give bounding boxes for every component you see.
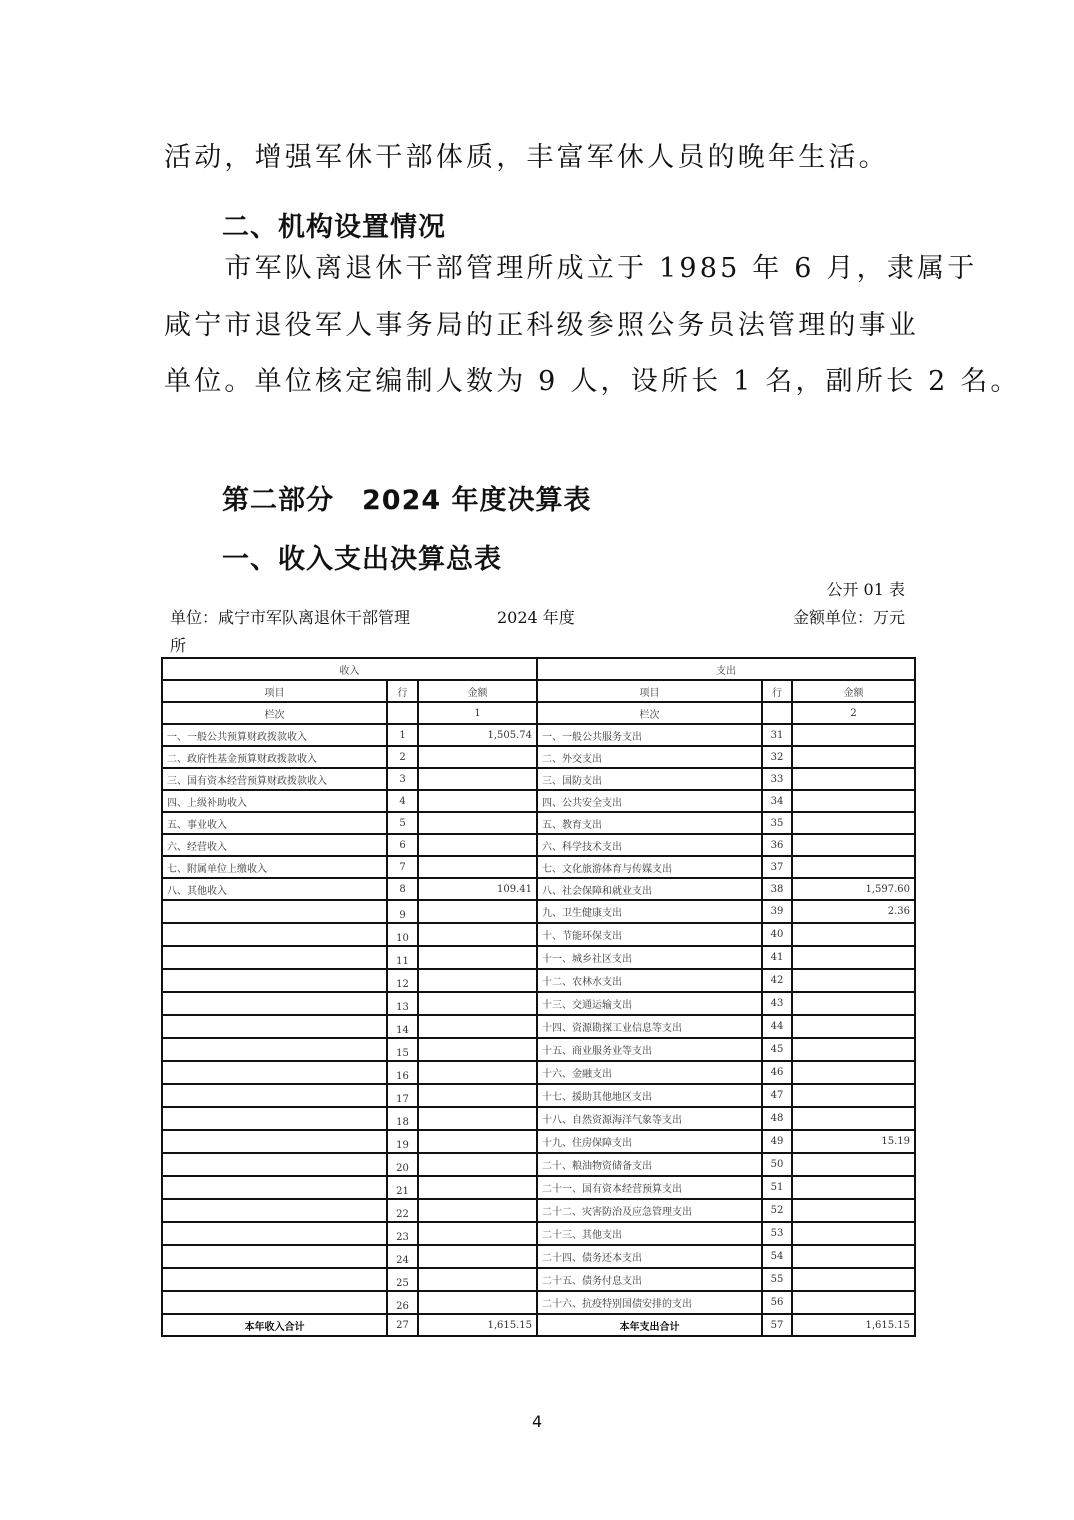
income-row-number: 20 — [387, 1153, 418, 1176]
paragraph-organization-line2: 咸宁市退役军人事务局的正科级参照公务员法管理的事业 — [164, 310, 919, 341]
income-amount: 109.41 — [418, 878, 537, 900]
expense-item: 三、国防支出 — [537, 768, 762, 790]
expense-row-number: 39 — [762, 900, 792, 923]
income-item: 三、国有资本经营预算财政拨款收入 — [162, 768, 387, 790]
expense-row-number: 44 — [762, 1015, 792, 1038]
income-amount — [418, 790, 537, 812]
expense-index-label: 栏次 — [537, 702, 762, 724]
income-amount — [418, 992, 537, 1015]
income-item — [162, 1245, 387, 1268]
income-amount — [418, 1199, 537, 1222]
table-row — [162, 878, 915, 900]
expense-item: 十五、商业服务业等支出 — [537, 1038, 762, 1061]
table-section-header-row — [162, 658, 915, 680]
expense-item: 十八、自然资源海洋气象等支出 — [537, 1107, 762, 1130]
table-row — [162, 746, 915, 768]
income-row-number: 1 — [387, 724, 418, 746]
income-row-number: 10 — [387, 923, 418, 946]
table-row — [162, 1107, 915, 1130]
expense-item-header: 项目 — [537, 680, 762, 702]
expense-item: 十九、住房保障支出 — [537, 1130, 762, 1153]
expense-row-number: 37 — [762, 856, 792, 878]
expense-amount — [792, 724, 915, 746]
table-row — [162, 724, 915, 746]
income-total-label: 本年收入合计 — [162, 1314, 387, 1336]
expense-row-number: 49 — [762, 1130, 792, 1153]
income-amount — [418, 1245, 537, 1268]
section-heading-organization: 二、机构设置情况 — [222, 212, 446, 243]
table-heading: 一、收入支出决算总表 — [222, 544, 502, 575]
paragraph-activities: 活动，增强军休干部体质，丰富军休人员的晚年生活。 — [164, 142, 889, 173]
expense-item: 二十三、其他支出 — [537, 1222, 762, 1245]
table-row — [162, 1222, 915, 1245]
expense-index-value: 2 — [792, 702, 915, 724]
income-amount: 1,505.74 — [418, 724, 537, 746]
income-row-number: 16 — [387, 1061, 418, 1084]
expense-amount — [792, 790, 915, 812]
income-amount — [418, 856, 537, 878]
income-amount — [418, 1153, 537, 1176]
expense-amount — [792, 746, 915, 768]
income-row-number: 12 — [387, 969, 418, 992]
income-item: 八、其他收入 — [162, 878, 387, 900]
income-item: 二、政府性基金预算财政拨款收入 — [162, 746, 387, 768]
expense-index-row — [762, 702, 792, 724]
expense-row-number: 47 — [762, 1084, 792, 1107]
income-total-amount: 1,615.15 — [418, 1314, 537, 1336]
paragraph-organization-line3: 单位。单位核定编制人数为 9 人，设所长 1 名，副所长 2 名。 — [164, 366, 1021, 397]
expense-item: 五、教育支出 — [537, 812, 762, 834]
income-row-number: 19 — [387, 1130, 418, 1153]
table-row — [162, 1130, 915, 1153]
income-amount — [418, 1015, 537, 1038]
income-item — [162, 1061, 387, 1084]
expense-amount — [792, 812, 915, 834]
expense-amount: 15.19 — [792, 1130, 915, 1153]
income-row-number: 24 — [387, 1245, 418, 1268]
income-amount — [418, 1038, 537, 1061]
expense-row-number: 32 — [762, 746, 792, 768]
paragraph-organization-line1: 市军队离退休干部管理所成立于 1985 年 6 月，隶属于 — [164, 253, 978, 284]
income-item — [162, 1038, 387, 1061]
table-row — [162, 1084, 915, 1107]
table-row — [162, 1245, 915, 1268]
income-row-number: 7 — [387, 856, 418, 878]
expense-row-number: 33 — [762, 768, 792, 790]
form-number: 公开 01 表 — [826, 580, 905, 599]
expense-row-number: 43 — [762, 992, 792, 1015]
expense-item: 二十四、债务还本支出 — [537, 1245, 762, 1268]
expense-item: 十一、城乡社区支出 — [537, 946, 762, 969]
income-amount — [418, 812, 537, 834]
expense-amount — [792, 1015, 915, 1038]
income-row-number: 15 — [387, 1038, 418, 1061]
table-column-index-row — [162, 702, 915, 724]
part-heading: 第二部分 2024 年度决算表 — [222, 485, 592, 516]
table-row — [162, 1176, 915, 1199]
income-index-row — [387, 702, 418, 724]
income-index-value: 1 — [418, 702, 537, 724]
expense-row-number: 56 — [762, 1291, 792, 1314]
table-row — [162, 1291, 915, 1314]
income-row-number: 14 — [387, 1015, 418, 1038]
expense-row-number: 42 — [762, 969, 792, 992]
expense-amount — [792, 1268, 915, 1291]
expense-amount — [792, 946, 915, 969]
table-total-row — [162, 1314, 915, 1336]
expense-section-header: 支出 — [537, 658, 915, 680]
table-row — [162, 790, 915, 812]
expense-item: 十四、资源勘探工业信息等支出 — [537, 1015, 762, 1038]
expense-row-number: 40 — [762, 923, 792, 946]
expense-amount — [792, 1084, 915, 1107]
table-column-header-row — [162, 680, 915, 702]
unit-name-continued: 所 — [170, 636, 187, 655]
expense-amount — [792, 768, 915, 790]
table-row — [162, 1268, 915, 1291]
expense-amount — [792, 1245, 915, 1268]
expense-amount — [792, 834, 915, 856]
income-amount — [418, 900, 537, 923]
table-row — [162, 900, 915, 923]
expense-row-number: 48 — [762, 1107, 792, 1130]
income-amount — [418, 923, 537, 946]
expense-row-number: 51 — [762, 1176, 792, 1199]
expense-item: 十、节能环保支出 — [537, 923, 762, 946]
income-item — [162, 923, 387, 946]
page-number: 4 — [532, 1412, 543, 1431]
income-expense-table — [161, 657, 916, 1337]
expense-item: 十六、金融支出 — [537, 1061, 762, 1084]
expense-item: 二十五、债务付息支出 — [537, 1268, 762, 1291]
expense-row-number: 34 — [762, 790, 792, 812]
expense-row-header: 行 — [762, 680, 792, 702]
expense-item: 十三、交通运输支出 — [537, 992, 762, 1015]
expense-item: 七、文化旅游体育与传媒支出 — [537, 856, 762, 878]
expense-amount — [792, 1153, 915, 1176]
table-row — [162, 1038, 915, 1061]
income-item: 六、经营收入 — [162, 834, 387, 856]
expense-amount: 2.36 — [792, 900, 915, 923]
currency-unit: 金额单位：万元 — [792, 608, 905, 627]
income-item — [162, 900, 387, 923]
expense-amount — [792, 923, 915, 946]
income-row-number: 18 — [387, 1107, 418, 1130]
income-amount — [418, 1291, 537, 1314]
income-item — [162, 992, 387, 1015]
expense-row-number: 31 — [762, 724, 792, 746]
income-row-number: 9 — [387, 900, 418, 923]
income-amount — [418, 946, 537, 969]
income-amount — [418, 1107, 537, 1130]
income-item — [162, 1153, 387, 1176]
income-row-number: 22 — [387, 1199, 418, 1222]
income-row-number: 2 — [387, 746, 418, 768]
expense-amount — [792, 856, 915, 878]
income-item — [162, 1199, 387, 1222]
income-item — [162, 946, 387, 969]
expense-row-number: 35 — [762, 812, 792, 834]
income-amount — [418, 1268, 537, 1291]
table-row — [162, 812, 915, 834]
expense-row-number: 50 — [762, 1153, 792, 1176]
income-index-label: 栏次 — [162, 702, 387, 724]
expense-amount — [792, 1291, 915, 1314]
table-row — [162, 992, 915, 1015]
expense-item: 二十二、灾害防治及应急管理支出 — [537, 1199, 762, 1222]
expense-item: 八、社会保障和就业支出 — [537, 878, 762, 900]
income-amount — [418, 1176, 537, 1199]
income-item-header: 项目 — [162, 680, 387, 702]
fiscal-year: 2024 年度 — [497, 608, 575, 627]
expense-row-number: 36 — [762, 834, 792, 856]
table-row — [162, 856, 915, 878]
expense-amount — [792, 1107, 915, 1130]
expense-item: 一、一般公共服务支出 — [537, 724, 762, 746]
table-row — [162, 946, 915, 969]
income-row-number: 26 — [387, 1291, 418, 1314]
table-row — [162, 969, 915, 992]
income-amount — [418, 746, 537, 768]
table-row — [162, 1153, 915, 1176]
expense-item: 二、外交支出 — [537, 746, 762, 768]
income-amount — [418, 1061, 537, 1084]
table-row — [162, 768, 915, 790]
expense-row-number: 53 — [762, 1222, 792, 1245]
expense-item: 二十六、抗疫特别国债安排的支出 — [537, 1291, 762, 1314]
income-row-header: 行 — [387, 680, 418, 702]
expense-amount — [792, 992, 915, 1015]
income-amount — [418, 969, 537, 992]
income-item: 七、附属单位上缴收入 — [162, 856, 387, 878]
expense-amount — [792, 1176, 915, 1199]
income-row-number: 8 — [387, 878, 418, 900]
expense-amount: 1,597.60 — [792, 878, 915, 900]
income-row-number: 3 — [387, 768, 418, 790]
income-item: 一、一般公共预算财政拨款收入 — [162, 724, 387, 746]
expense-row-number: 52 — [762, 1199, 792, 1222]
income-amount — [418, 834, 537, 856]
income-section-header: 收入 — [162, 658, 537, 680]
expense-amount — [792, 1199, 915, 1222]
income-row-number: 17 — [387, 1084, 418, 1107]
expense-row-number: 54 — [762, 1245, 792, 1268]
income-amount — [418, 768, 537, 790]
expense-total-row-no: 57 — [762, 1314, 792, 1336]
expense-row-number: 55 — [762, 1268, 792, 1291]
income-row-number: 5 — [387, 812, 418, 834]
expense-item: 九、卫生健康支出 — [537, 900, 762, 923]
expense-row-number: 41 — [762, 946, 792, 969]
expense-row-number: 38 — [762, 878, 792, 900]
expense-amount — [792, 1222, 915, 1245]
table-row — [162, 1015, 915, 1038]
income-amount — [418, 1084, 537, 1107]
income-item — [162, 1107, 387, 1130]
income-item — [162, 1291, 387, 1314]
table-row — [162, 1199, 915, 1222]
expense-total-label: 本年支出合计 — [537, 1314, 762, 1336]
income-item: 五、事业收入 — [162, 812, 387, 834]
expense-row-number: 46 — [762, 1061, 792, 1084]
income-item — [162, 1084, 387, 1107]
income-amount — [418, 1222, 537, 1245]
income-amount-header: 金额 — [418, 680, 537, 702]
income-item — [162, 1268, 387, 1291]
income-item — [162, 1222, 387, 1245]
expense-amount-header: 金额 — [792, 680, 915, 702]
expense-item: 六、科学技术支出 — [537, 834, 762, 856]
expense-row-number: 45 — [762, 1038, 792, 1061]
expense-amount — [792, 1038, 915, 1061]
income-item — [162, 969, 387, 992]
table-row — [162, 1061, 915, 1084]
table-row — [162, 834, 915, 856]
expense-item: 十二、农林水支出 — [537, 969, 762, 992]
expense-amount — [792, 1061, 915, 1084]
unit-name: 单位：咸宁市军队离退休干部管理 — [170, 608, 411, 627]
income-total-row-no: 27 — [387, 1314, 418, 1336]
expense-item: 二十、粮油物资储备支出 — [537, 1153, 762, 1176]
income-row-number: 21 — [387, 1176, 418, 1199]
income-row-number: 4 — [387, 790, 418, 812]
expense-amount — [792, 969, 915, 992]
income-row-number: 6 — [387, 834, 418, 856]
income-item — [162, 1015, 387, 1038]
income-amount — [418, 1130, 537, 1153]
income-item: 四、上级补助收入 — [162, 790, 387, 812]
income-row-number: 25 — [387, 1268, 418, 1291]
expense-item: 十七、援助其他地区支出 — [537, 1084, 762, 1107]
income-row-number: 11 — [387, 946, 418, 969]
income-row-number: 13 — [387, 992, 418, 1015]
expense-item: 二十一、国有资本经营预算支出 — [537, 1176, 762, 1199]
expense-item: 四、公共安全支出 — [537, 790, 762, 812]
expense-total-amount: 1,615.15 — [792, 1314, 915, 1336]
income-item — [162, 1176, 387, 1199]
table-row — [162, 923, 915, 946]
income-row-number: 23 — [387, 1222, 418, 1245]
income-item — [162, 1130, 387, 1153]
